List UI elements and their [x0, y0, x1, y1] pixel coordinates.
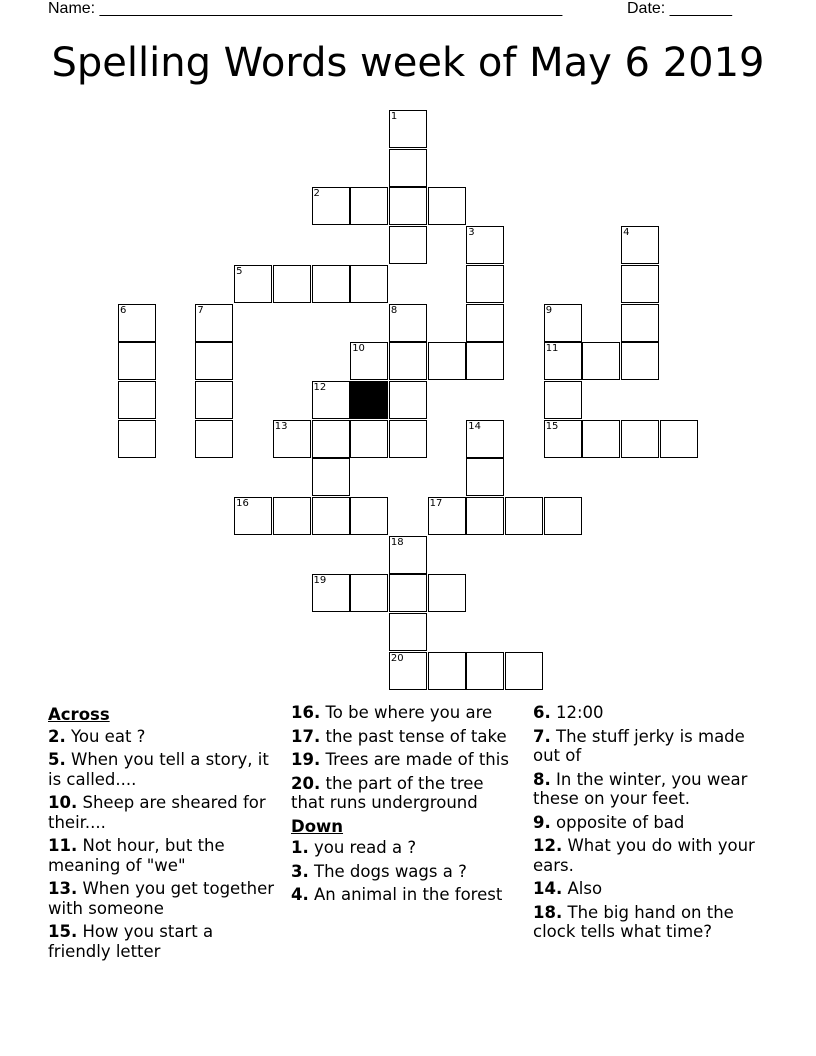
clue-text: When you tell a story, it is called....: [48, 750, 269, 789]
grid-cell[interactable]: [544, 304, 582, 342]
grid-cell[interactable]: [195, 420, 233, 458]
grid-cell[interactable]: [312, 458, 350, 496]
grid-cell[interactable]: [389, 342, 427, 380]
down-clue: [533, 836, 773, 875]
grid-cell[interactable]: [273, 265, 311, 303]
clue-text: In the winter, you wear these on your feet.: [533, 769, 748, 808]
grid-cell[interactable]: [621, 342, 659, 380]
cell-number: 5: [236, 265, 243, 277]
across-clue: [48, 879, 278, 918]
grid-cell[interactable]: [234, 265, 272, 303]
clue-number: 11.: [48, 836, 78, 855]
cell-number: 17: [429, 498, 443, 509]
across-clue: [291, 703, 521, 723]
clues-column-2: [291, 703, 521, 909]
down-clue: [291, 838, 521, 858]
clue-number: 14.: [533, 879, 563, 898]
grid-cell[interactable]: [312, 265, 350, 303]
clue-number: 5.: [48, 750, 66, 769]
grid-cell[interactable]: [389, 652, 427, 690]
clue-number: 10.: [48, 793, 78, 812]
clue-text: An animal in the forest: [314, 885, 503, 904]
grid-cell[interactable]: [466, 652, 504, 690]
clue-text: To be where you are: [325, 703, 493, 722]
cell-number: 20: [390, 652, 404, 664]
clue-number: 9.: [533, 812, 551, 832]
clue-text: you read a ?: [314, 838, 417, 857]
grid-cell[interactable]: [621, 265, 659, 303]
clue-number: 18.: [533, 902, 563, 922]
grid-cell[interactable]: [466, 304, 504, 342]
cell-number: 2: [313, 188, 320, 200]
cell-number: 18: [390, 536, 404, 548]
grid-cell[interactable]: [195, 381, 233, 419]
clue-text: The stuff jerky is made out of: [533, 726, 745, 765]
grid-cell[interactable]: [389, 187, 427, 225]
down-clue: [533, 703, 773, 723]
grid-cell[interactable]: [389, 613, 427, 651]
across-clue: [48, 793, 278, 832]
clue-number: 20.: [291, 773, 321, 793]
clue-text: The big hand on the clock tells what time?: [533, 902, 734, 941]
clue-text: the part of the tree that runs underground: [291, 773, 484, 812]
grid-cell[interactable]: [544, 381, 582, 419]
clue-text: What you do with your ears.: [533, 836, 755, 875]
clue-text: Trees are made of this: [325, 750, 509, 769]
grid-cell[interactable]: [544, 420, 582, 458]
clue-number: 12.: [533, 836, 563, 855]
clue-number: 6.: [533, 703, 551, 722]
grid-cell[interactable]: [389, 381, 427, 419]
clue-number: 17.: [291, 726, 321, 746]
cell-number: 3: [468, 227, 475, 239]
clue-number: 4.: [291, 885, 309, 904]
across-clue: [291, 727, 521, 747]
clue-number: 2.: [48, 726, 66, 746]
cell-number: 14: [468, 420, 482, 432]
clue-number: 1.: [291, 838, 309, 857]
clue-number: 19.: [291, 750, 321, 769]
across-clue: [48, 727, 278, 747]
grid-cell[interactable]: [350, 574, 388, 612]
down-clue: [291, 862, 521, 882]
cell-number: 9: [545, 304, 553, 316]
clue-text: Also: [567, 879, 603, 898]
clue-number: 13.: [48, 879, 78, 898]
grid-cell[interactable]: [544, 342, 582, 380]
clue-text: Sheep are sheared for their....: [48, 793, 266, 832]
grid-cell[interactable]: [428, 497, 466, 535]
grid-cell[interactable]: [389, 149, 427, 187]
cell-number: 6: [120, 304, 127, 316]
clue-text: When you get together with someone: [48, 879, 275, 918]
cell-number: 12: [313, 381, 327, 393]
date-field[interactable]: [627, 0, 732, 18]
clues-column-3: [533, 703, 773, 946]
grid-cell[interactable]: [350, 342, 388, 380]
grid-cell[interactable]: [466, 458, 504, 496]
grid-cell[interactable]: [660, 420, 698, 458]
grid-cell[interactable]: [389, 226, 427, 264]
grid-cell[interactable]: [389, 304, 427, 342]
clue-number: 7.: [533, 726, 551, 746]
grid-cell[interactable]: [118, 342, 156, 380]
grid-cell[interactable]: [312, 187, 350, 225]
cell-number: 11: [545, 343, 559, 355]
grid-cell[interactable]: [118, 381, 156, 419]
grid-cell[interactable]: [195, 342, 233, 380]
cell-number: 10: [352, 343, 365, 355]
grid-cell[interactable]: [350, 187, 388, 225]
clue-number: 3.: [291, 861, 309, 881]
name-label: Name:: [48, 0, 96, 17]
grid-cell[interactable]: [505, 497, 543, 535]
grid-cell[interactable]: [466, 265, 504, 303]
grid-cell[interactable]: [273, 420, 311, 458]
down-heading: Down: [291, 816, 344, 836]
cell-number: 16: [236, 498, 249, 509]
across-clue: [48, 922, 278, 961]
grid-cell[interactable]: [428, 187, 466, 225]
grid-cell[interactable]: [312, 420, 350, 458]
grid-cell[interactable]: [118, 420, 156, 458]
grid-cell[interactable]: [312, 381, 350, 419]
cell-number: 13: [274, 420, 288, 432]
clue-text: You eat ?: [71, 726, 146, 746]
grid-cell[interactable]: [234, 497, 272, 535]
grid-cell[interactable]: [389, 420, 427, 458]
clues-column-1: [48, 703, 278, 965]
across-clue: [291, 774, 521, 813]
grid-cell[interactable]: [195, 304, 233, 342]
clue-text: Not hour, but the meaning of "we": [48, 836, 225, 875]
grid-cell[interactable]: [273, 497, 311, 535]
clue-number: 8.: [533, 769, 551, 789]
cell-number: 7: [197, 304, 204, 316]
down-clue: [291, 885, 521, 905]
clue-text: How you start a friendly letter: [48, 922, 214, 961]
black-cell: [350, 381, 388, 419]
clue-text: The dogs wags a ?: [314, 861, 467, 881]
grid-cell[interactable]: [582, 342, 620, 380]
across-clue: [48, 836, 278, 875]
grid-cell[interactable]: [582, 420, 620, 458]
clue-text: opposite of bad: [556, 812, 685, 832]
grid-cell[interactable]: [312, 574, 350, 612]
down-clue: [533, 903, 773, 942]
grid-cell[interactable]: [466, 497, 504, 535]
cell-number: 19: [313, 575, 327, 587]
across-clue: [291, 750, 521, 770]
grid-cell[interactable]: [389, 574, 427, 612]
grid-cell[interactable]: [350, 497, 388, 535]
grid-cell[interactable]: [389, 110, 427, 148]
grid-cell[interactable]: [118, 304, 156, 342]
clue-number: 15.: [48, 922, 78, 941]
clue-text: the past tense of take: [325, 726, 507, 746]
down-clue: [533, 813, 773, 833]
page-title: Spelling Words week of May 6 2019: [51, 40, 765, 86]
clue-text: 12:00: [556, 703, 604, 722]
name-field[interactable]: [48, 0, 562, 18]
cell-number: 15: [545, 420, 559, 432]
grid-cell[interactable]: [428, 652, 466, 690]
clue-number: 16.: [291, 703, 321, 722]
down-clue: [533, 770, 773, 809]
grid-cell[interactable]: [312, 497, 350, 535]
grid-cell[interactable]: [466, 342, 504, 380]
date-line[interactable]: _______: [669, 0, 732, 17]
grid-cell[interactable]: [621, 226, 659, 264]
name-line[interactable]: ____________________________________________________: [99, 0, 563, 17]
grid-cell[interactable]: [621, 420, 659, 458]
grid-cell[interactable]: [428, 342, 466, 380]
cell-number: 4: [623, 227, 630, 239]
across-clue: [48, 750, 278, 789]
grid-cell[interactable]: [505, 652, 543, 690]
grid-cell[interactable]: [621, 304, 659, 342]
cell-number: 8: [390, 304, 398, 316]
cell-number: 1: [390, 111, 398, 122]
grid-cell[interactable]: [350, 265, 388, 303]
grid-cell[interactable]: [350, 420, 388, 458]
grid-cell[interactable]: [466, 226, 504, 264]
down-clue: [533, 879, 773, 899]
grid-cell[interactable]: [428, 574, 466, 612]
down-clue: [533, 727, 773, 766]
grid-cell[interactable]: [466, 420, 504, 458]
grid-cell[interactable]: [389, 536, 427, 574]
grid-cell[interactable]: [544, 497, 582, 535]
date-label: Date:: [627, 0, 666, 17]
across-heading: Across: [48, 705, 110, 724]
